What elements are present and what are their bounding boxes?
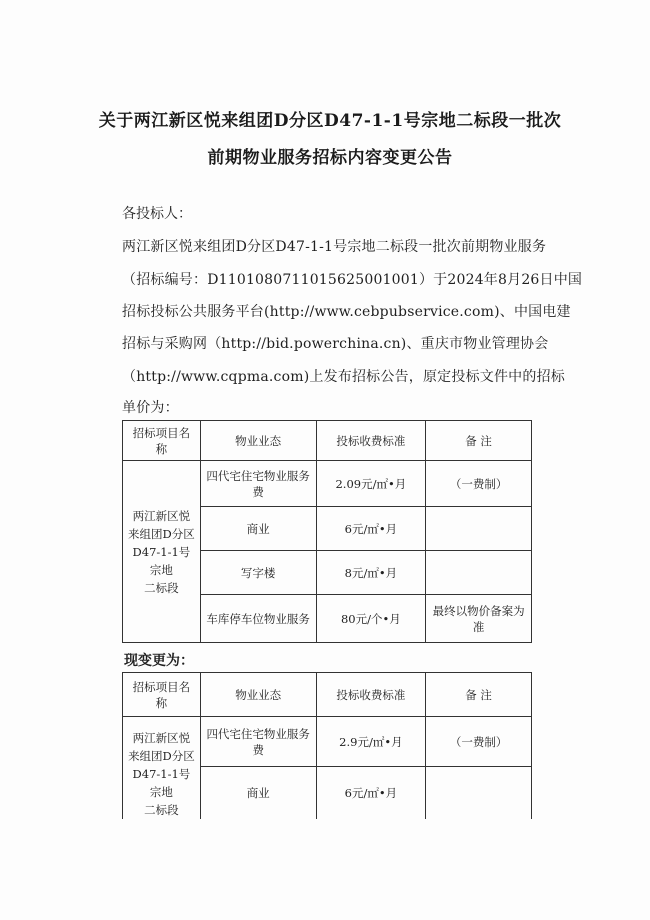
fee-cell: 80元/个•月 bbox=[316, 595, 426, 643]
property-type-cell: 商业 bbox=[200, 767, 316, 819]
announcement-title-line-1: 关于两江新区悦来组团D分区D47-1-1号宗地二标段一批次 bbox=[98, 111, 562, 131]
body-line: 两江新区悦来组团D分区D47-1-1号宗地二标段一批次前期物业服务 bbox=[122, 239, 547, 255]
property-type-cell: 四代宅住宅物业服务费 bbox=[200, 717, 316, 767]
table-row bbox=[123, 461, 532, 507]
fee-cell: 8元/㎡•月 bbox=[316, 551, 426, 595]
header-remarks: 备 注 bbox=[426, 673, 532, 717]
project-name-line: 两江新区悦 bbox=[132, 731, 191, 745]
remark-cell: （一费制） bbox=[426, 461, 532, 507]
fee-cell: 6元/㎡•月 bbox=[316, 767, 426, 819]
body-line: 招标投标公共服务平台(http://www.cebpubservice.com)、中国电建 bbox=[122, 304, 571, 320]
project-name-line: 来组团D分区 bbox=[128, 526, 195, 541]
project-name-line: D47-1-1号宗地 bbox=[132, 767, 191, 799]
body-line: （http://www.cqpma.com)上发布招标公告，原定投标文件中的招标 bbox=[122, 369, 565, 385]
header-project-name: 招标项目名称 bbox=[123, 421, 201, 461]
table-header-row bbox=[123, 421, 532, 461]
header-remarks: 备 注 bbox=[426, 421, 532, 461]
table-row bbox=[123, 717, 532, 767]
body-line: 招标与采购网（http://bid.powerchina.cn)、重庆市物业管理协会 bbox=[122, 336, 549, 352]
changed-heading: 现变更为： bbox=[124, 653, 194, 669]
project-name-line: 二标段 bbox=[144, 803, 179, 817]
project-name-line: D47-1-1号宗地 bbox=[132, 544, 191, 577]
changed-price-table bbox=[122, 672, 532, 819]
header-fee-standard: 投标收费标准 bbox=[316, 421, 426, 461]
project-name-cell bbox=[123, 717, 201, 820]
salutation: 各投标人： bbox=[122, 206, 192, 222]
remark-cell bbox=[426, 767, 532, 819]
header-project-name: 招标项目名称 bbox=[123, 673, 201, 717]
property-type-cell: 写字楼 bbox=[200, 551, 316, 595]
project-name-line: 二标段 bbox=[144, 580, 179, 595]
project-name-line: 两江新区悦 bbox=[132, 508, 191, 523]
property-type-cell: 四代宅住宅物业服务费 bbox=[200, 461, 316, 507]
project-name-line: 来组团D分区 bbox=[128, 749, 195, 763]
table-header-row bbox=[123, 673, 532, 717]
fee-cell: 6元/㎡•月 bbox=[316, 507, 426, 551]
remark-cell: 最终以物价备案为准 bbox=[426, 595, 532, 643]
original-price-table bbox=[122, 420, 532, 643]
body-line: 单价为： bbox=[122, 400, 179, 416]
header-property-type: 物业业态 bbox=[200, 673, 316, 717]
property-type-cell: 商业 bbox=[200, 507, 316, 551]
fee-cell: 2.09元/㎡•月 bbox=[316, 461, 426, 507]
fee-cell: 2.9元/㎡•月 bbox=[316, 717, 426, 767]
remark-cell: （一费制） bbox=[426, 717, 532, 767]
header-fee-standard: 投标收费标准 bbox=[316, 673, 426, 717]
body-line: （招标编号：D1101080711015625001001）于2024年8月26日中国 bbox=[122, 272, 583, 288]
remark-cell bbox=[426, 507, 532, 551]
remark-cell bbox=[426, 551, 532, 595]
project-name-cell bbox=[123, 461, 201, 643]
header-property-type: 物业业态 bbox=[200, 421, 316, 461]
property-type-cell: 车库停车位物业服务 bbox=[200, 595, 316, 643]
announcement-title-line-2: 前期物业服务招标内容变更公告 bbox=[207, 148, 453, 168]
